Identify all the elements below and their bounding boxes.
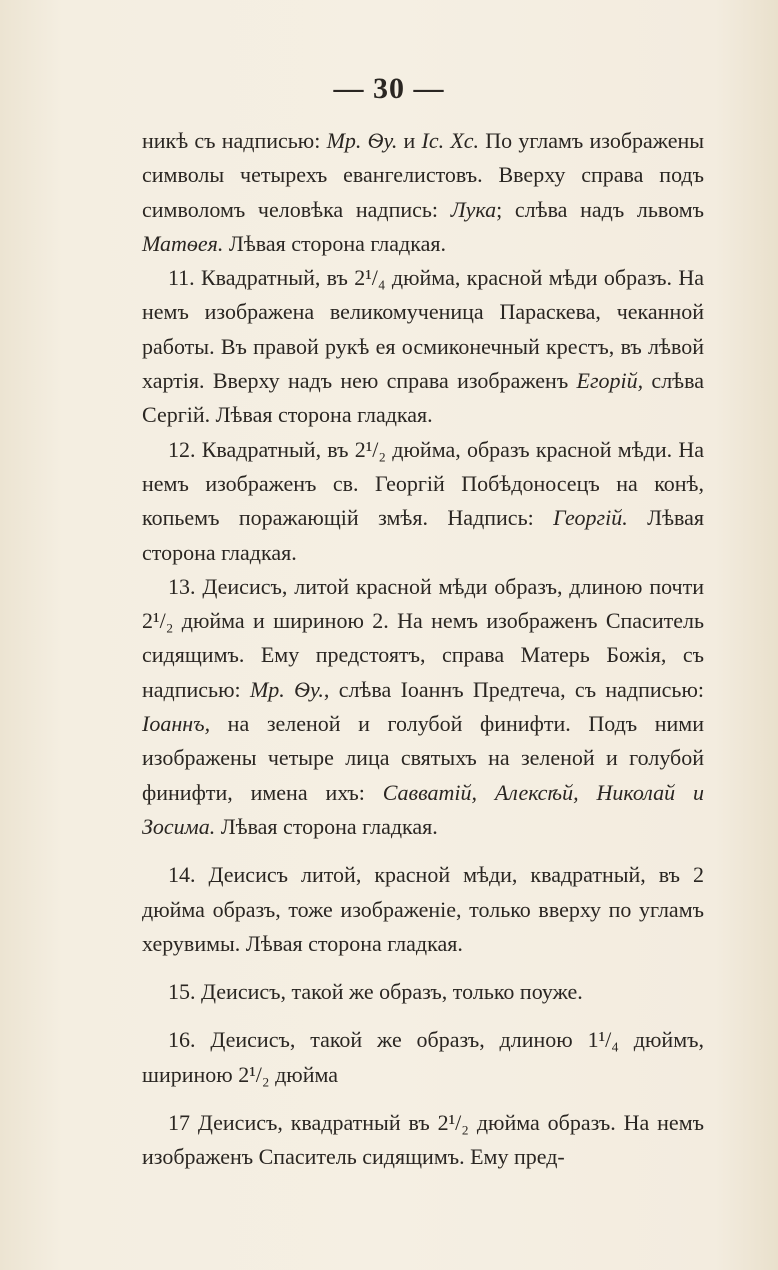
text-run: 13. Деисисъ, литой красной мѣди образъ, длиною почти 2¹/₂ дюйма и шириною 2. На немъ изображенъ Спаситель сидящимъ. Ему предстоятъ, справа Матерь Божія, съ надписью: bbox=[142, 573, 704, 702]
text-run: и bbox=[397, 128, 422, 153]
text-run: По угламъ изображены символы четырехъ евангелистовъ. Вверху справа подъ символомъ человѣка надпись: bbox=[142, 128, 705, 222]
italic-run: Савватій, Алексѣй, Николай и Зосима. bbox=[142, 779, 704, 839]
italic-run: Іс. Хс. bbox=[421, 128, 480, 153]
italic-run: Мр. Ѳу. bbox=[249, 676, 324, 702]
text-run: 16. Деисисъ, такой же образъ, длиною 1¹/₄ дюймъ, шириною 2¹/₂ дюйма bbox=[142, 1027, 704, 1087]
text-run: на зеленой и голубой финифти. Подъ ними изображены четыре лица святыхъ на зеленой и голубой финифти, имена ихъ: bbox=[142, 711, 704, 805]
italic-run: Лука bbox=[450, 196, 497, 222]
text-run: 14. Деисисъ литой, красной мѣди, квадратный, въ 2 дюйма образъ, тоже изображеніе, только вверху по угламъ херувимы. Лѣвая сторона гладкая. bbox=[142, 862, 704, 956]
text-run: , слѣва Іоаннъ Предтеча, съ надписью: bbox=[323, 676, 705, 702]
italic-run: Матѳея. bbox=[142, 230, 224, 256]
page-number: — 30 — bbox=[333, 72, 445, 105]
paragraph-17 bbox=[142, 1106, 704, 1175]
text-run: Лѣвая сторона гладкая. bbox=[223, 230, 446, 256]
text-run: 11. Квадратный, въ 2¹/₄ дюйма, красной мѣди образъ. На немъ изображена великомученица Параскева, чеканной работы. Въ правой рукѣ ея осмиконечный крестъ, въ лѣвой хартія. Вверху надъ нею справа изображенъ bbox=[142, 265, 704, 394]
paragraph-11 bbox=[142, 261, 704, 432]
page-body bbox=[142, 124, 704, 1175]
text-run: Лѣвая сторона гладкая. bbox=[142, 505, 704, 565]
italic-run: Іоаннъ, bbox=[142, 711, 211, 737]
italic-run: Егорій, bbox=[576, 368, 644, 394]
text-run: 12. Квадратный, въ 2¹/₂ дюйма, образъ красной мѣди. На немъ изображенъ св. Георгій Побѣдоносецъ на конѣ, копьемъ поражающій змѣя. Надпись: bbox=[142, 436, 704, 531]
paragraph-15 bbox=[142, 975, 704, 1009]
paragraph-12 bbox=[142, 433, 704, 570]
paragraph-10-continuation bbox=[142, 124, 704, 261]
italic-run: Мр. Ѳу. bbox=[326, 128, 398, 153]
text-run: никѣ съ надписью: bbox=[142, 128, 327, 153]
text-run: слѣва Сергій. Лѣвая сторона гладкая. bbox=[142, 368, 704, 428]
text-run: ; слѣва надъ львомъ bbox=[496, 196, 705, 222]
text-run: 15. Деисисъ, такой же образъ, только поуже. bbox=[168, 979, 583, 1005]
italic-run: Георгій. bbox=[553, 505, 628, 531]
text-run: Лѣвая сторона гладкая. bbox=[215, 813, 438, 839]
paragraph-13 bbox=[142, 570, 704, 844]
paragraph-14 bbox=[142, 858, 704, 961]
text-run: 17 Деисисъ, квадратный въ 2¹/₂ дюйма образъ. На немъ изображенъ Спаситель сидящимъ. Ему пред- bbox=[142, 1110, 704, 1170]
paragraph-16 bbox=[142, 1023, 704, 1092]
